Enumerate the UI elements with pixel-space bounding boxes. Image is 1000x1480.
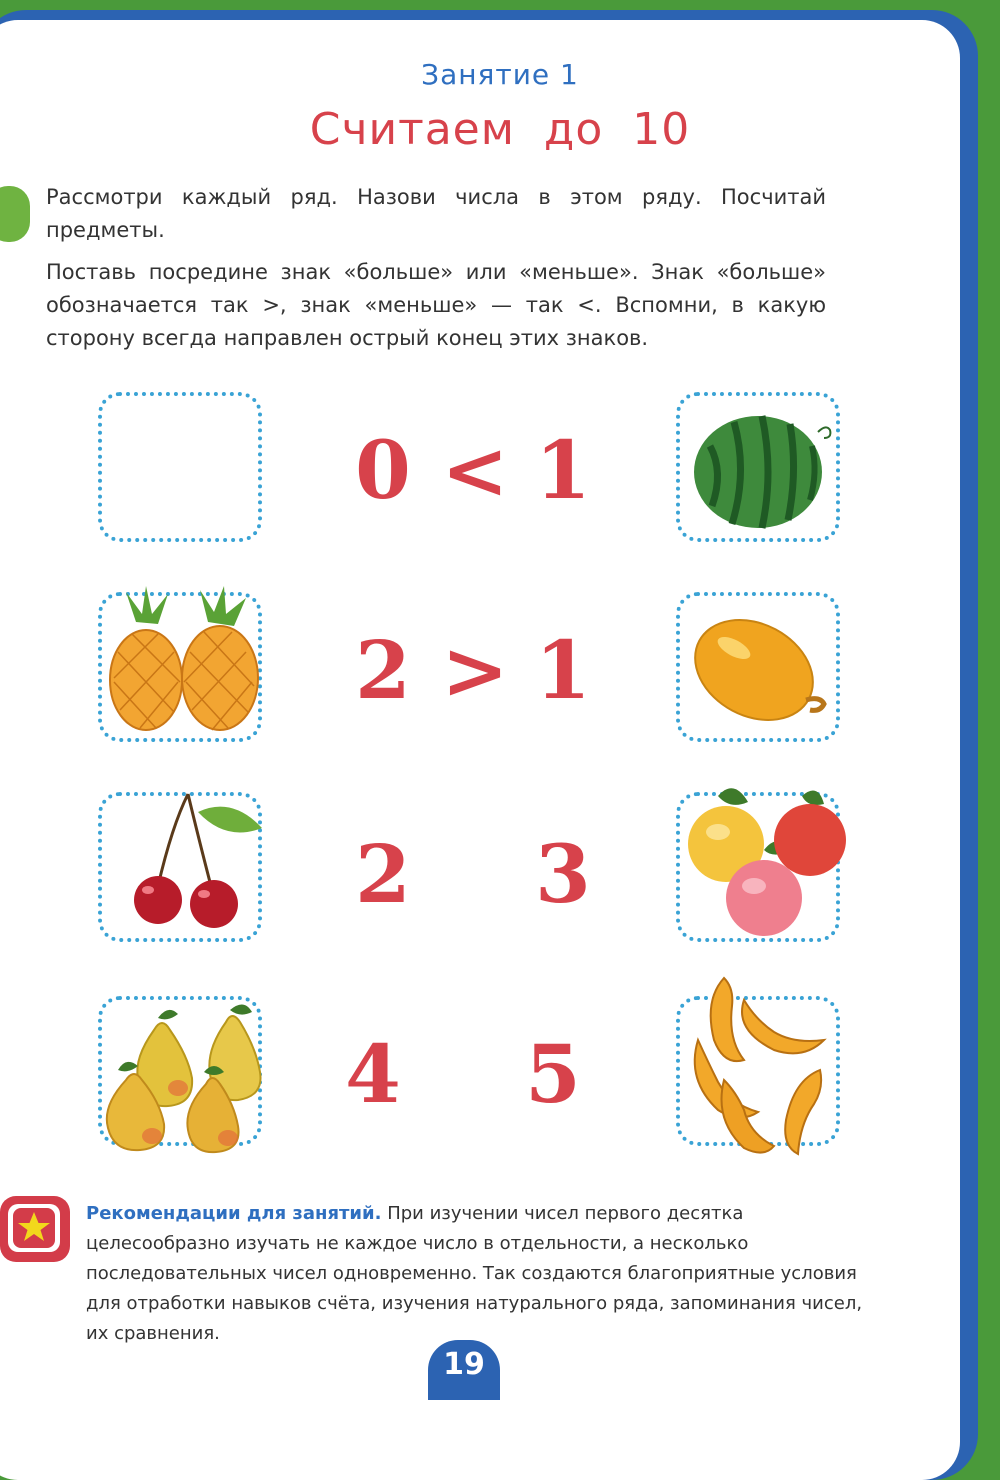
recommendation-badge <box>0 1196 70 1262</box>
watermelon-box <box>676 392 840 542</box>
row-2-right-number: 1 <box>535 623 591 717</box>
recommendation-body: При изучении чисел первого десятка целесообразно изучать не каждое число в отдельности, а несколько последовательных чисел одновременно. Так создаются благоприятные условия для отработки навыков счёта, изучения натурального ряда, запоминания чисел, их сравнения. <box>86 1203 863 1344</box>
melon-box <box>676 592 840 742</box>
side-tab-marker <box>0 186 30 242</box>
star-icon <box>14 1208 54 1248</box>
banana-box <box>676 996 840 1146</box>
pear-icon <box>88 968 278 1158</box>
pineapple-box <box>98 592 262 742</box>
page-title: Считаем до 10 <box>309 104 691 155</box>
row-1-left-number: 0 <box>355 423 411 517</box>
instruction-paragraph-1: Рассмотри каждый ряд. Назови числа в этом ряду. Посчитай предметы. <box>46 185 826 242</box>
recommendation-lead: Рекомендации для занятий. <box>86 1203 382 1224</box>
cherry-icon <box>102 786 272 936</box>
apple-icon <box>668 782 858 952</box>
instruction-paragraph-2: Поставь посредине знак «больше» или «меньше». Знак «больше» обозначается так >, знак «меньше» — так <. Вспомни, в какую сторону всегда направлен острый конец этих знаков. <box>46 260 826 350</box>
watermelon-icon <box>680 396 840 546</box>
melon-icon <box>680 596 840 746</box>
row-3-right-number: 3 <box>535 827 591 921</box>
empty-count-box <box>98 392 262 542</box>
pear-box <box>98 996 262 1146</box>
banana-icon <box>674 970 854 1160</box>
row-2-left-number: 2 <box>355 623 411 717</box>
apple-box <box>676 792 840 942</box>
row-3-left-number: 2 <box>355 827 411 921</box>
lesson-label: Занятие 1 <box>421 58 579 91</box>
pineapple-icon <box>96 582 266 742</box>
row-1-right-number: 1 <box>535 423 591 517</box>
row-1-sign: < <box>441 423 509 517</box>
recommendation-text <box>86 1199 886 1349</box>
page-number: 19 <box>428 1340 500 1400</box>
row-4-left-number: 4 <box>345 1027 401 1121</box>
row-4-right-number: 5 <box>525 1027 581 1121</box>
row-2-sign: > <box>441 623 509 717</box>
cherry-box <box>98 792 262 942</box>
